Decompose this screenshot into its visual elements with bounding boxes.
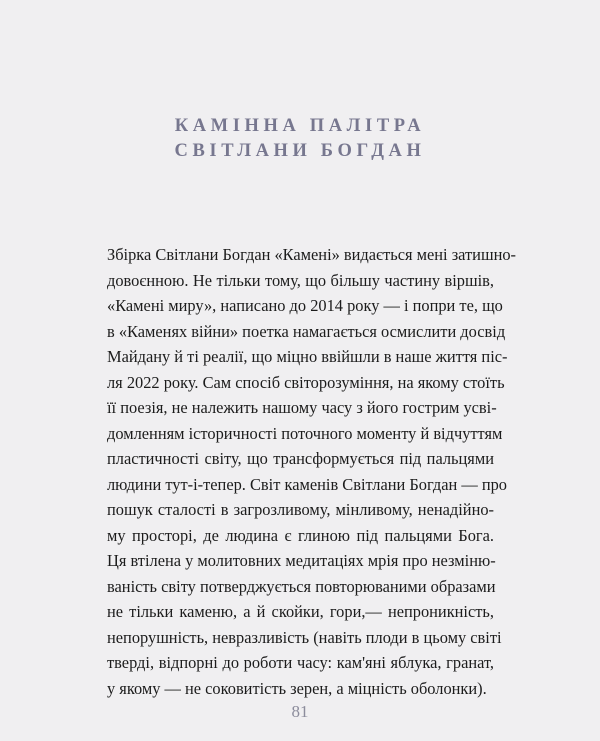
page-number: 81 — [291, 702, 309, 721]
chapter-heading-line-2: СВІТЛАНИ БОГДАН — [174, 141, 426, 161]
paragraph-line: домленням історичності поточного моменту й відчуттям — [107, 423, 503, 443]
chapter-heading-line-1: КАМІННА ПАЛІТРА — [174, 116, 426, 136]
paragraph-line: пластичності світу, що трансформується під пальцями — [107, 449, 494, 468]
paragraph-line: Майдану й ті реалії, що міцно ввійшли в наше життя піс- — [107, 347, 508, 366]
paragraph-line: непорушність, невразливість (навіть плоди в цьому світі — [107, 627, 502, 647]
paragraph-line: Збірка Світлани Богдан «Камені» видається мені затишно- — [107, 245, 516, 264]
paragraph-line: му просторі, де людина є глиною під пальцями Бога. — [107, 525, 494, 545]
paragraph-line: її поезія, не належить нашому часу з його гострим усві- — [107, 398, 497, 417]
paragraph-line: пошук сталості в загрозливому, мінливому, ненадійно- — [107, 500, 494, 519]
paragraph-line: тверді, відпорні до роботи часу: кам'яні яблука, гранат, — [107, 653, 494, 672]
paragraph-line: довоєнною. Не тільки тому, що більшу частину віршів, — [107, 270, 494, 290]
paragraph-line: не тільки каменю, а й скойки, гори,— непроникність, — [107, 602, 494, 621]
paragraph-line: у якому — не соковитість зерен, а міцність оболонки). — [107, 678, 487, 698]
paragraph-line: в «Каменях війни» поетка намагається осмислити досвід — [107, 321, 506, 341]
chapter-heading — [0, 114, 600, 164]
paragraph-line: «Камені миру», написано до 2014 року — і попри те, що — [107, 296, 503, 315]
paragraph-line: людини тут-і-тепер. Світ каменів Світлани Богдан — про — [107, 474, 508, 494]
paragraph-line: ваність світу потверджується повторюваними образами — [107, 576, 496, 596]
body-paragraph — [107, 242, 516, 701]
paragraph-line: ля 2022 року. Сам спосіб світорозуміння, на якому стоїть — [107, 372, 505, 392]
paragraph-line: Ця втілена у молитовних медитаціях мрія про незміню- — [107, 551, 496, 570]
